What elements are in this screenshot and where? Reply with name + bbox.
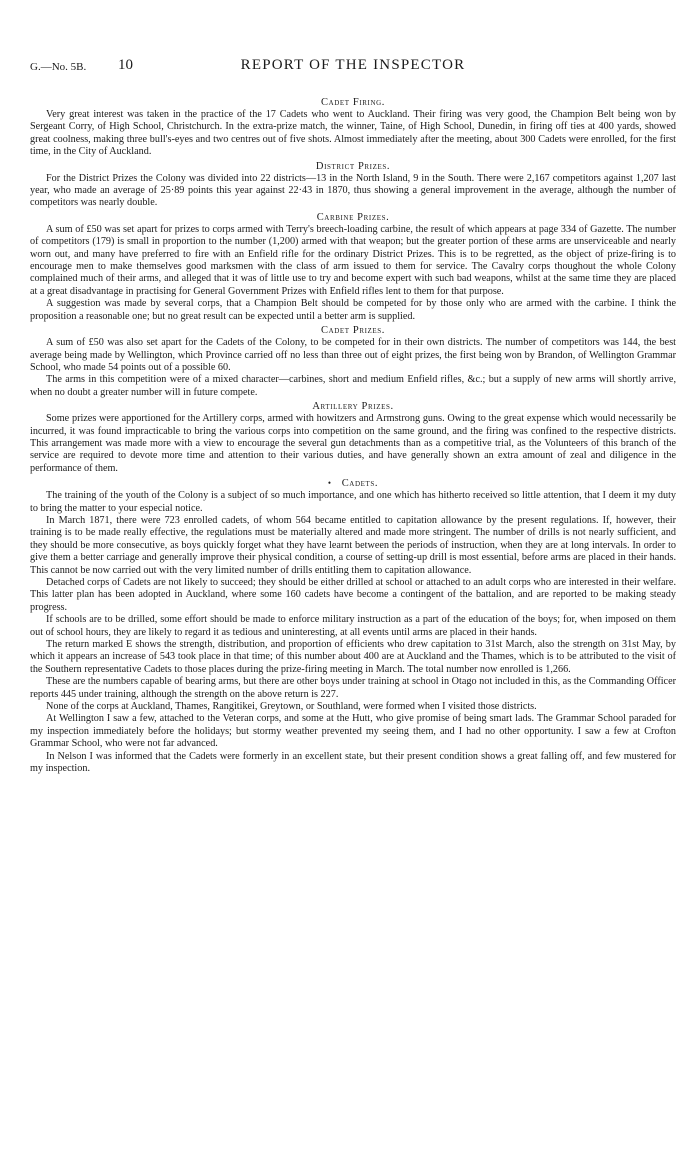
report-title: REPORT OF THE INSPECTOR: [240, 57, 466, 73]
document-body: [30, 95, 676, 776]
paragraph: A sum of £50 was also set apart for the Cadets of the Colony, to be competed for in their own districts. The number of competitors was 144, the best average being made by Wellington, which Province carried off no less than three out of eight prizes, the first being won by Brandon, of Wellington Grammar School, who made 54 points out of a possible 60.: [30, 337, 676, 373]
paragraph: Some prizes were apportioned for the Artillery corps, armed with howitzers and Armstrong guns. Owing to the great expense which would necessarily be incurred, it was found impracticable to bring the various corps into competition on the same ground, and the firing was confined to the respective districts. This arrangement was made more with a view to encourage the several gun detachments than as a competitive trial, as the Volunteers of this branch of the service are required to devote more time and attention to their various duties, and have generally shown an extra amount of zeal and diligence in the performance of them.: [30, 413, 676, 474]
paragraph: These are the numbers capable of bearing arms, but there are other boys under training at school in Otago not included in this, as the Commanding Officer reports 445 under training, although the strength on the above return is 227.: [30, 676, 676, 700]
paragraph: If schools are to be drilled, some effort should be made to enforce military instruction as a part of the education of the boys; for, when imposed on them out of school hours, they are likely to regard it as tedious and uninteresting, at all events until arms are placed in their hands.: [30, 614, 676, 638]
paragraph: Detached corps of Cadets are not likely to succeed; they should be either drilled at school or attached to an adult corps who are interested in their welfare. This latter plan has been adopted in Auckland, where some 160 cadets have become a contingent of the battalion, and are reported to be making steady progress.: [30, 577, 676, 613]
section-heading-cadets-container: [30, 477, 676, 490]
paragraph: The return marked E shows the strength, distribution, and proportion of efficients who drew capitation to 31st March, also the strength on 31st May, by which it appears an increase of 543 took place in that time; of this number about 400 are at Auckland and the Thames, which is to be attributed to the visit of the Southern representative Cadets to those places during the prize-firing meeting in March. The total number now enrolled is 1,266.: [30, 639, 676, 675]
paragraph: In March 1871, there were 723 enrolled cadets, of whom 564 became entitled to capitation allowance by the present regulations. If, however, their training is to be made really effective, the regulations must be materially altered and made more stringent. The number of drills is not nearly sufficient, and they should be more consecutive, as boys quickly forget what they have learnt between the periods of instruction, when they are at long intervals. In order to give them a better carriage and generally improve their physical condition, a course of setting-up drill is most essential, before arms are placed in their hands. This cannot be now carried out with the very limited number of drills entitling them to capitation allowance.: [30, 514, 676, 576]
paragraph: A sum of £50 was set apart for prizes to corps armed with Terry's breech-loading carbine, the result of which appears at page 334 of Gazette. The number of competitors (179) is small in proportion to the number (1,200) armed with that weapon; but the greater portion of these arms are unserviceable and nearly worn out, and many have preferred to fire with an Enfield rifle for the ordinary District Prizes. This is to be regretted, as the object of prize-firing is to encourage men to make themselves good marksmen with the class of arm issued to them for service. The Cavalry corps thoughout the whole Colony complained much of their arms, and alleged that it was of little use to try and become expert with such bad weapons, whilst at the same time they are placed at a great disadvantage in practising for General Government Prizes with Enfield rifles lent to them for that purpose.: [30, 223, 676, 297]
paragraph: None of the corps at Auckland, Thames, Rangitikei, Greytown, or Southland, were formed when I visited those districts.: [46, 701, 537, 713]
section-heading-cadet-firing: Cadet Firing.: [321, 97, 385, 108]
paragraph: The training of the youth of the Colony is a subject of so much importance, and one which has hitherto received so little attention, that I deem it my duty to bring the matter to your especial notice.: [30, 490, 676, 514]
section-heading-carbine-prizes: Carbine Prizes.: [316, 211, 390, 223]
section-heading-cadets: Cadets.: [341, 478, 379, 490]
paragraph: Very great interest was taken in the practice of the 17 Cadets who went to Auckland. Their firing was very good, the Champion Belt being won by Sergeant Corry, of High School, Christchurch. In the extra-prize match, the winner, Taine, of High School, Dunedin, in firing off ties at 400 yards, showed great coolness, making three bull's-eyes and two centres out of five shots. Almost immediately after the meeting, about 300 Cadets were enrolled, for the first time, in the City of Auckland.: [30, 109, 676, 158]
paragraph: In Nelson I was informed that the Cadets were formerly in an excellent state, but their present condition shows a great falling off, and few mustered for my inspection.: [30, 750, 676, 775]
section-heading-artillery-prizes: Artillery Prizes.: [312, 401, 394, 413]
stray-mark-icon: •: [327, 478, 332, 489]
document-reference: G.—No. 5B.: [30, 61, 87, 73]
paragraph: At Wellington I saw a few, attached to the Veteran corps, and some at the Hutt, who give promise of being smart lads. The Grammar School paraded for my inspection immediately before the holidays; but stormy weather prevented my seeing them, and I had no other opportunity. I saw a few at Crofton Grammar School, who were not far advanced.: [30, 713, 676, 750]
running-header: [30, 57, 676, 79]
page-number: 10: [118, 57, 133, 73]
paragraph: A suggestion was made by several corps, that a Champion Belt should be competed for by those only who are armed with the carbine. I think the proposition a reasonable one; but no great result can be expected until a better arm is supplied.: [30, 298, 676, 322]
paragraph: For the District Prizes the Colony was divided into 22 districts—13 in the North Island, 9 in the South. There were 2,167 competitors against 1,207 last year, who made an average of 25·89 points this year against 22·43 in 1870, thus showing a general improvement in the average, although the number of competitors was nearly double.: [30, 172, 676, 209]
section-heading-cadet-prizes: Cadet Prizes.: [321, 325, 385, 337]
paragraph: The arms in this competition were of a mixed character—carbines, short and medium Enfield rifles, &c.; but a supply of new arms will shortly arrive, when no doubt a greater number will in future compete.: [30, 374, 676, 398]
section-heading-district-prizes: District Prizes.: [315, 160, 391, 172]
